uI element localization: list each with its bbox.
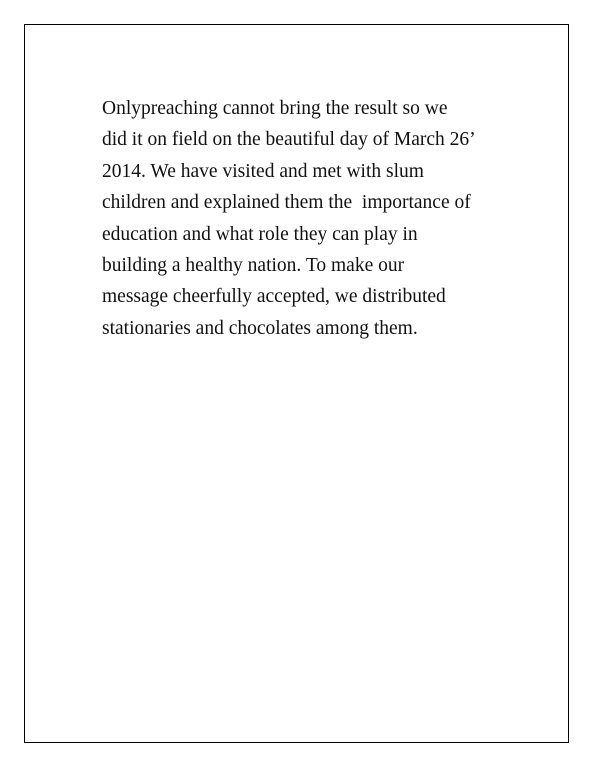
body-paragraph	[102, 93, 542, 344]
paragraph-line: 2014. We have visited and met with slum	[102, 160, 424, 182]
paragraph-line: Onlypreaching cannot bring the result so we	[102, 98, 448, 119]
paragraph-line: did it on field on the beautiful day of March 26’	[102, 129, 476, 151]
paragraph-line: building a healthy nation. To make our	[102, 255, 405, 277]
paragraph-line: education and what role they can play in	[102, 223, 418, 245]
paragraph-line: stationaries and chocolates among them.	[102, 317, 418, 339]
paragraph-line: children and explained them the importance of	[102, 192, 471, 214]
paragraph-line: message cheerfully accepted, we distributed	[102, 286, 446, 308]
